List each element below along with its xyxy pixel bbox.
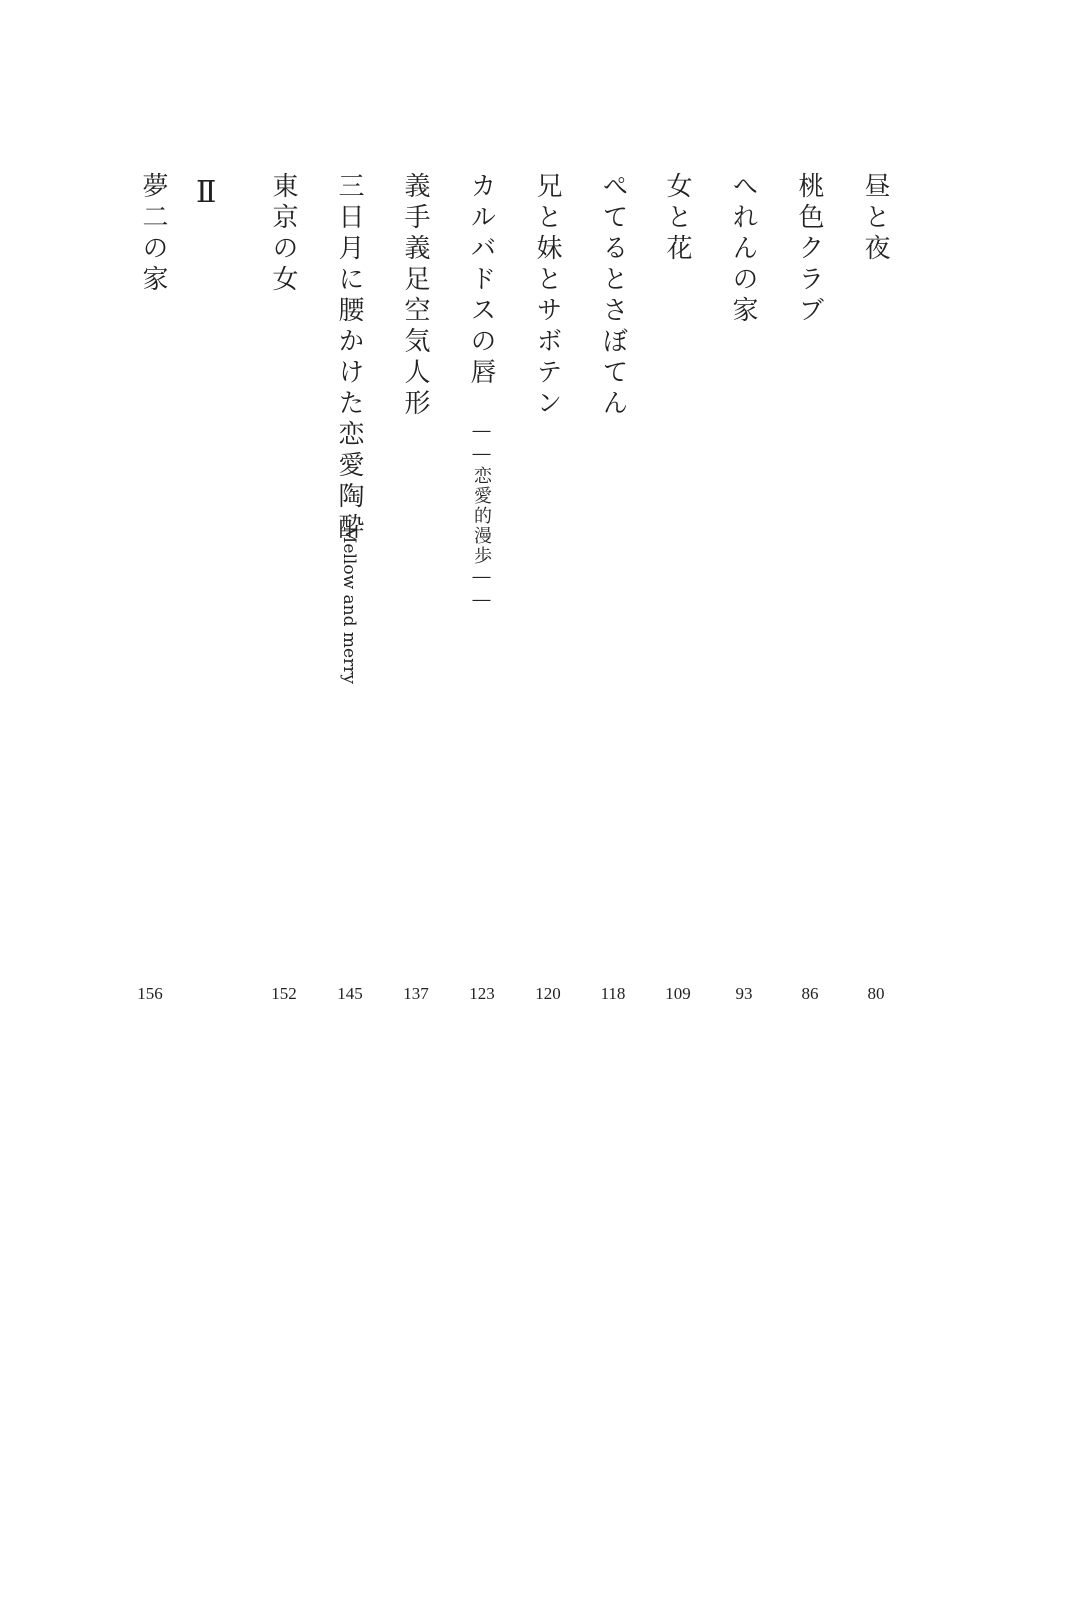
toc-entry-title: ぺてるとさぼてん [598,172,628,420]
toc-entry-page: 93 [735,984,753,1003]
toc-entry-title: 桃色クラブ [794,172,824,327]
toc-entry-page: 80 [867,984,885,1003]
toc-entry-page: 120 [535,984,561,1003]
toc-entry-title: カルバドスの唇 [466,172,496,389]
toc-entry-title: 昼と夜 [860,172,890,265]
toc-entry-title: 夢二の家 [138,172,168,296]
toc-entry-page: 123 [469,984,495,1003]
toc-entry-page: 156 [137,984,163,1003]
toc-entry-page: 145 [337,984,363,1003]
toc-entry-title: 義手義足空気人形 [400,172,430,420]
toc-entry-title: へれんの家 [728,172,758,327]
toc-entry-page: 152 [271,984,297,1003]
toc-entry-page: 86 [801,984,819,1003]
toc-entry-page: 118 [600,984,626,1003]
toc-entry-title: 東京の女 [268,172,298,296]
toc-entry-page: 109 [665,984,691,1003]
toc-entry-subtitle: Mellow and merry [339,526,359,684]
toc-entry-subtitle: ――恋愛的漫歩―― [471,420,492,612]
toc-entry-title: 三日月に腰かけた恋愛陶酔 [334,172,364,544]
toc-entry-page: 137 [403,984,429,1003]
toc-entry-title: 女と花 [662,172,692,265]
section-heading: Ⅱ [196,176,217,209]
toc-entry-title: 兄と妹とサボテン [532,172,562,420]
